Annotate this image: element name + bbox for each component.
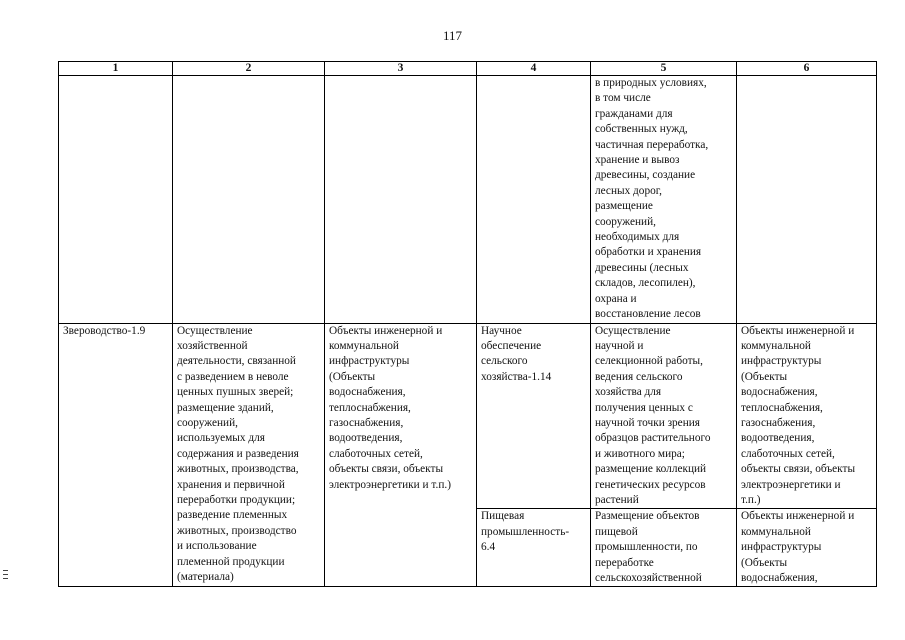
margin-mark xyxy=(3,570,8,571)
table-row-continuation xyxy=(59,76,877,324)
margin-mark xyxy=(3,578,8,579)
margin-mark xyxy=(3,574,8,575)
cell-auxiliary-objects: Объекты инженерной и коммунальной инфраструктуры (Объекты водоснабжения, теплоснабжения, газоснабжения, водоотведения, слаботочных сетей, объекты связи, объекты электроэнергетики и т.п.) xyxy=(325,323,477,587)
cell-conditional-auxiliary-objects: Объекты инженерной и коммунальной инфраструктуры (Объекты водоснабжения, xyxy=(737,509,877,587)
table-header-row xyxy=(59,62,877,76)
cell-empty xyxy=(737,76,877,324)
cell-conditional-use-description: Размещение объектов пищевой промышленности, по переработке сельскохозяйственной xyxy=(591,509,737,587)
cell-conditional-use-description: Осуществление научной и селекционной работы, ведения сельского хозяйства для получения ценных с научной точки зрения образцов растительного и животного мира; размещение коллекций генетических ресурсов растений xyxy=(591,323,737,509)
column-header-6: 6 xyxy=(737,62,877,76)
cell-empty xyxy=(477,76,591,324)
page-number: 117 xyxy=(442,28,463,43)
cell-main-use: Звероводство-1.9 xyxy=(59,323,173,587)
column-header-3: 3 xyxy=(325,62,477,76)
cell-conditional-auxiliary-objects: Объекты инженерной и коммунальной инфраструктуры (Объекты водоснабжения, теплоснабжения, газоснабжения, водоотведения, слаботочных сетей, объекты связи, объекты электроэнергетики и т.п.) xyxy=(737,323,877,509)
column-header-4: 4 xyxy=(477,62,591,76)
cell-conditional-use: Научное обеспечение сельского хозяйства-1.14 xyxy=(477,323,591,509)
column-header-5: 5 xyxy=(591,62,737,76)
cell-empty xyxy=(59,76,173,324)
table-row-breeding xyxy=(59,323,877,509)
cell-empty xyxy=(173,76,325,324)
land-use-table xyxy=(58,61,877,587)
cell-main-use-description: Осуществление хозяйственной деятельности, связанной с разведением в неволе ценных пушных зверей; размещение зданий, сооружений, используемых для содержания и разведения животных, производства, хранения и первичной переработки продукции; разведение племенных животных, производство и использование племенной продукции (материала) xyxy=(173,323,325,587)
cell-conditional-use: Пищевая промышленность- 6.4 xyxy=(477,509,591,587)
cell-empty xyxy=(325,76,477,324)
cell-use-description: в природных условиях, в том числе гражданами для собственных нужд, частичная переработка, хранение и вывоз древесины, создание лесных дорог, размещение сооружений, необходимых для обработки и хранения древесины (лесных складов, лесопилен), охрана и восстановление лесов xyxy=(591,76,737,324)
column-header-1: 1 xyxy=(59,62,173,76)
column-header-2: 2 xyxy=(173,62,325,76)
